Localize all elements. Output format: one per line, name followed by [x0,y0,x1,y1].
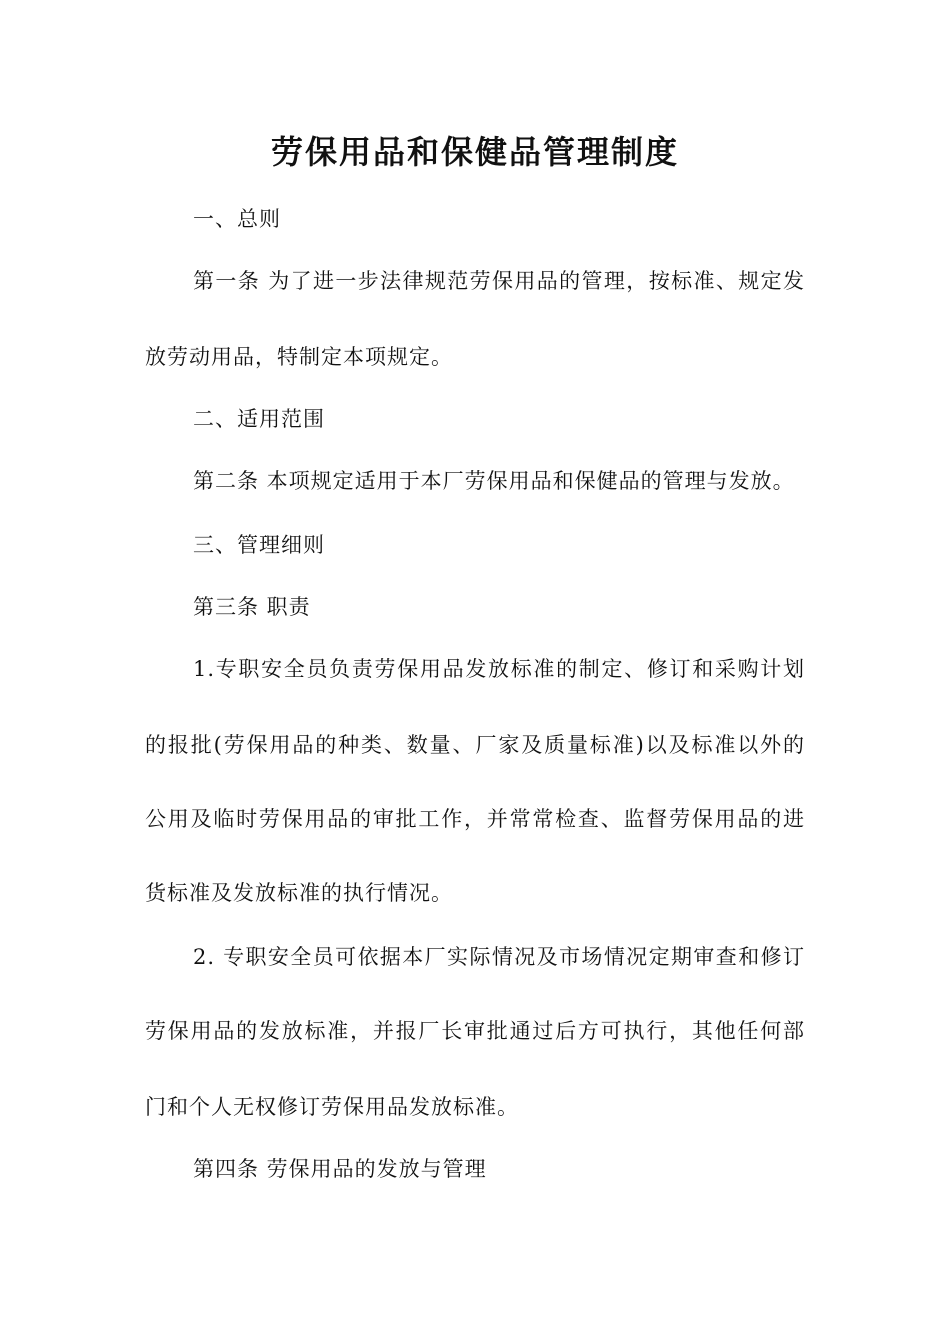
article-3-heading: 第三条 职责 [193,595,311,619]
article-1-line-2: 放劳动用品，特制定本项规定。 [145,345,453,369]
article-4-heading: 第四条 劳保用品的发放与管理 [193,1157,487,1181]
item-2-line-2: 劳保用品的发放标准，并报厂长审批通过后方可执行，其他任何部 [145,1019,805,1043]
item-1-line-2: 的报批(劳保用品的种类、数量、厂家及质量标准)以及标准以外的 [145,733,805,757]
document-title: 劳保用品和保健品管理制度 [270,133,679,171]
article-2-line-1: 第二条 本项规定适用于本厂劳保用品和保健品的管理与发放。 [193,469,795,493]
section-heading-rules: 三、管理细则 [193,533,325,557]
item-2-line-3: 门和个人无权修订劳保用品发放标准。 [145,1095,519,1119]
item-1-line-4: 货标准及发放标准的执行情况。 [145,881,453,905]
section-heading-general: 一、总则 [193,207,281,231]
section-heading-scope: 二、适用范围 [193,407,325,431]
item-2-line-1: 2. 专职安全员可依据本厂实际情况及市场情况定期审查和修订 [193,945,805,969]
item-1-line-3: 公用及临时劳保用品的审批工作，并常常检查、监督劳保用品的进 [145,807,805,831]
article-1-line-1: 第一条 为了进一步法律规范劳保用品的管理，按标准、规定发 [193,269,805,293]
item-1-line-1: 1.专职安全员负责劳保用品发放标准的制定、修订和采购计划 [193,657,805,681]
